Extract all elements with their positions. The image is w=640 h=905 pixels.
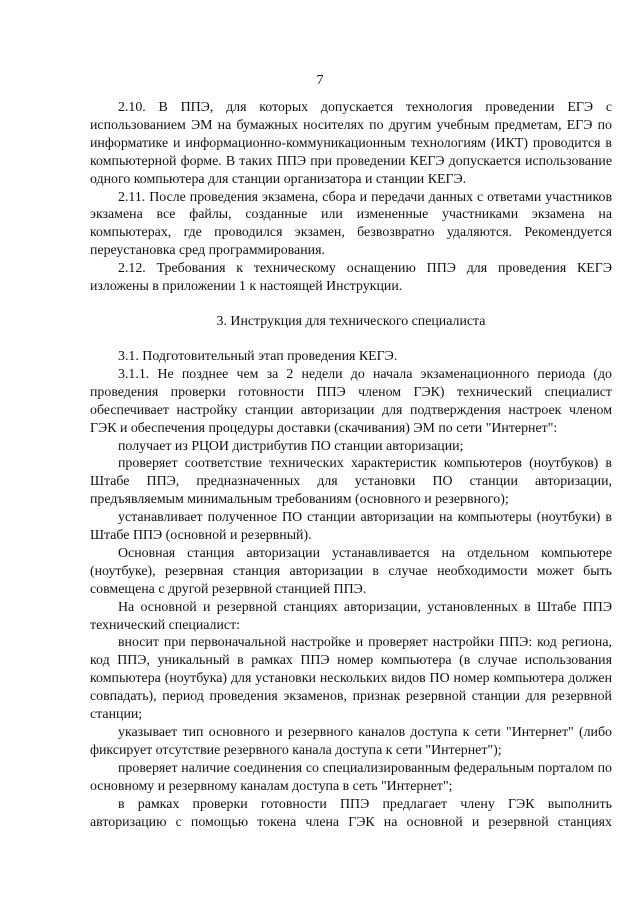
- paragraph-technician-tasks: На основной и резервной станциях авторизации, установленных в Штабе ППЭ технический специалист:: [90, 599, 612, 633]
- page-number: 7: [316, 73, 324, 88]
- document-body: [90, 99, 612, 831]
- paragraph-2-11: 2.11. После проведения экзамена, сбора и передачи данных с ответами участников экзамена все файлы, созданные или измененные участниками экзамена на компьютерах, где проводился экзамен, безвозвратно удаляются. Рекомендуется переустановка сред программирования.: [90, 189, 612, 259]
- list-item-receive-distribution: получает из РЦОИ дистрибутив ПО станции авторизации;: [118, 438, 464, 454]
- list-item-check-connection: проверяет наличие соединения со специализированным федеральным порталом по основному и резервному каналам доступа в сеть "Интернет";: [90, 760, 612, 794]
- list-item-channel-type: указывает тип основного и резервного каналов доступа к сети "Интернет" (либо фиксирует отсутствие резервного канала доступа к сети "Интернет");: [90, 725, 612, 758]
- list-item-check-specs: проверяет соответствие технических характеристик компьютеров (ноутбуков) в Штабе ППЭ, предназначенных для установки ПО станции авторизации, предъявляемым минимальным требованиям (основного и резервного);: [90, 456, 612, 508]
- list-item-enter-settings: вносит при первоначальной настройке и проверяет настройки ППЭ: код региона, код ППЭ, уникальный в рамках ППЭ номер компьютера (в случае использования компьютера (ноутбука) для установки нескольких видов ПО номер компьютера должен совпадать), период проведения экзаменов, признак резервной станции для резервной станции;: [90, 635, 612, 723]
- list-item-gek-authorization: в рамках проверки готовности ППЭ предлагает члену ГЭК выполнить авторизацию с помощью токена члена ГЭК на основной и резервной станциях: [90, 796, 612, 830]
- list-item-install-software: устанавливает полученное ПО станции авторизации на компьютеры (ноутбуки) в Штабе ППЭ (основной и резервный).: [90, 510, 612, 544]
- paragraph-3-1: 3.1. Подготовительный этап проведения КЕГЭ.: [118, 348, 398, 364]
- paragraph-2-10: 2.10. В ППЭ, для которых допускается технология проведении ЕГЭ с использованием ЭМ на бумажных носителях по другим учебным предметам, ЕГЭ по информатике и информационно-коммуникационным технологиям (ИКТ) проводится в компьютерной форме. В таких ППЭ при проведении КЕГЭ допускается использование одного компьютера для станции организатора и станции КЕГЭ.: [90, 100, 612, 187]
- paragraph-2-12: 2.12. Требования к техническому оснащению ППЭ для проведения КЕГЭ изложены в приложении 1 к настоящей Инструкции.: [90, 261, 612, 295]
- paragraph-main-station: Основная станция авторизации устанавливается на отдельном компьютере (ноутбуке), резервная станция авторизации в случае необходимости может быть совмещена с другой резервной станцией ППЭ.: [90, 545, 612, 597]
- paragraph-3-1-1: 3.1.1. Не позднее чем за 2 недели до начала экзаменационного периода (до проведения проверки готовности ППЭ членом ГЭК) технический специалист обеспечивает настройку станции авторизации для подтверждения настроек членом ГЭК и обеспечения процедуры доставки (скачивания) ЭМ по сети "Интернет":: [90, 366, 612, 436]
- section-heading: 3. Инструкция для технического специалиста: [216, 313, 486, 329]
